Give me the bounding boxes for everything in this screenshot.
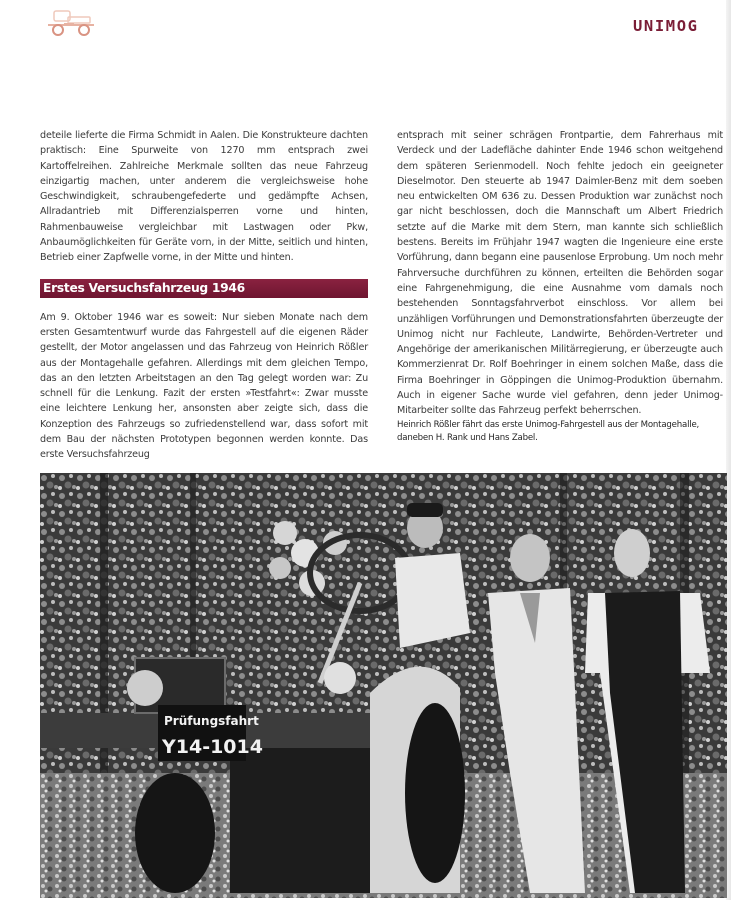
text-column-left xyxy=(40,128,368,463)
plate-line-1: Prüfungsfahrt xyxy=(164,714,259,728)
body-paragraph: deteile lieferte die Firma Schmidt in Aalen. Die Konstrukteure dachten praktisch: Eine Spurweite von 1270 mm entsprach zwei Kartoffelreihen. Zahlreiche Merkmale sollten das neue Fahrzeug einzigartig machen, unter anderem die vergleichsweise hohe Geschwindigkeit, schraubengefederte und gedämpfte Achsen, Allradantrieb mit Differenzialsperren vorne und hinten, Rahmenbauweise vergleichbar mit Lastwagen oder Pkw, Anbaumöglichkeiten für Geräte vorn, in der Mitte, seitlich und hinten, Betrieb einer Zapfwelle vorne, in der Mitte und hinten. xyxy=(40,130,368,264)
historic-photo xyxy=(40,473,727,898)
plate-line-2: Y14-1014 xyxy=(162,736,263,758)
unimog-vehicle-icon xyxy=(44,8,100,38)
photo-caption: Heinrich Rößler fährt das erste Unimog-Fahrgestell aus der Montagehalle, daneben H. Rank und Hans Zabel. xyxy=(397,419,700,443)
text-column-right xyxy=(397,128,723,445)
body-paragraph: entsprach mit seiner schrägen Frontpartie, dem Fahrerhaus mit Verdeck und der Ladefläche dahinter Ende 1946 schon weitgehend dem späteren Serienmodell. Noch fehlte jedoch ein geeigneter Dieselmotor. Den steuerte ab 1947 Daimler-Benz mit dem soeben neu entwickelten OM 636 zu. Dessen Produktion war zunächst noch gar nicht beschlossen, doch die Mannschaft um Albert Friedrich setzte auf die Marke mit dem Stern, man kannte sich schließlich bestens. Bereits im Frühjahr 1947 wagten die Ingenieure eine erste Vorführung, dann begann eine pausenlose Erprobung. Um noch mehr Fahrversuche durchführen zu können, erteilten die Behörden sogar eine Fahrgenehmigung, die eine Ausnahme vom damals noch bestehenden Sonntagsfahrverbot einschloss. Vor allem bei unzähligen Vorführungen und Demonstrationsfahrten überzeugte der Unimog nicht nur Fachleute, Landwirte, Behörden-Vertreter und Angehörige der amerikanischen Militärregierung, er überzeugte auch Kommerzienrat Dr. Rolf Boehringer in einem solchen Maße, dass die Firma Boehringer in Göppingen die Unimog-Produktion übernahm. Auch in eigener Sache wurde viel gefahren, denn jeder Unimog-Mitarbeiter sollte das Fahrzeug perfekt beherrschen. xyxy=(397,130,723,417)
brand-title: UNIMOG xyxy=(633,17,699,35)
body-paragraph: Am 9. Oktober 1946 war es soweit: Nur sieben Monate nach dem ersten Gesamtentwurf wurde das Fahrgestell auf die eigenen Räder gestellt, der Motor angelassen und das Fahrzeug von Heinrich Rößler aus der Montagehalle gefahren. Allerdings mit dem gleichen Tempo, das an den letzten Arbeitstagen an den Tag gelegt worden war: Zu schnell für die Lenkung. Fazit der ersten »Testfahrt«: Zwar musste eine leichtere Lenkung her, ansonsten aber zeigte sich, dass die Konzeption des Fahrzeugs so zufriedenstellend war, dass sofort mit dem Bau der nächsten Prototypen begonnen werden konnte. Das erste Versuchsfahrzeug xyxy=(40,311,368,461)
section-heading: Erstes Versuchsfahrzeug 1946 xyxy=(40,279,368,298)
